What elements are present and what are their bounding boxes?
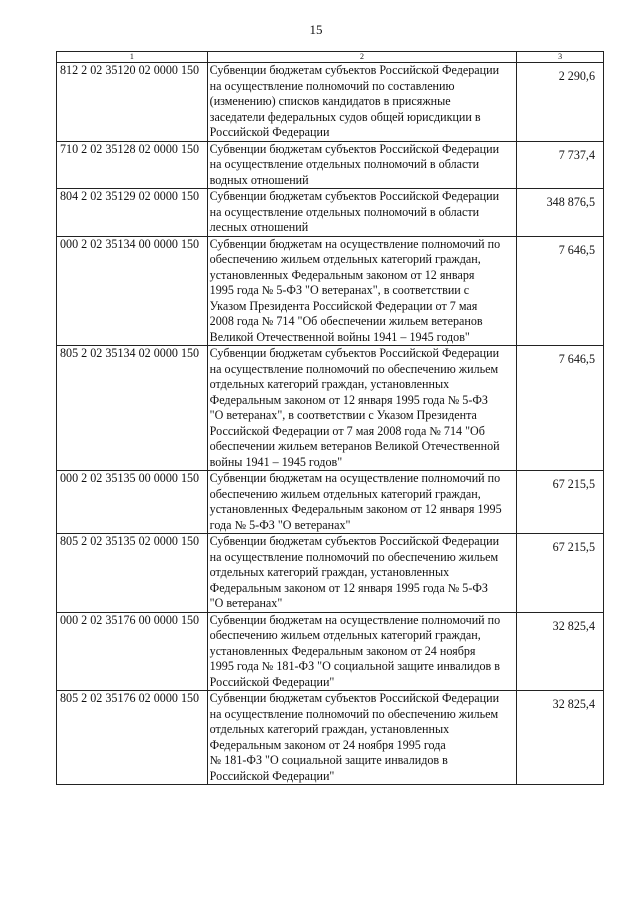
amount: 32 825,4 [517, 691, 604, 785]
revenue-name: Субвенции бюджетам на осуществление полномочий по обеспечению жильем отдельных категорий граждан, установленных Федеральным законом от 12 января 1995 года № 5-ФЗ "О ветеранах" [207, 471, 517, 534]
budget-code: 710 2 02 35128 02 0000 150 [57, 141, 208, 189]
table-row [57, 236, 604, 346]
budget-code: 812 2 02 35120 02 0000 150 [57, 63, 208, 142]
column-header-name: 2 [207, 52, 517, 63]
budget-code: 000 2 02 35176 00 0000 150 [57, 612, 208, 691]
table-row [57, 612, 604, 691]
amount: 7 646,5 [517, 346, 604, 471]
amount: 67 215,5 [517, 471, 604, 534]
amount: 67 215,5 [517, 534, 604, 613]
budget-code: 805 2 02 35134 02 0000 150 [57, 346, 208, 471]
amount: 7 646,5 [517, 236, 604, 346]
budget-code: 000 2 02 35135 00 0000 150 [57, 471, 208, 534]
amount: 32 825,4 [517, 612, 604, 691]
column-header-amount: 3 [517, 52, 604, 63]
revenue-name: Субвенции бюджетам субъектов Российской Федерации на осуществление полномочий по обеспечению жильем отдельных категорий граждан, установленных Федеральным законом от 24 ноября 1995 года № 181-ФЗ "О социальной защите инвалидов в Российской Федерации" [207, 691, 517, 785]
table-row [57, 471, 604, 534]
table-row [57, 141, 604, 189]
budget-code: 804 2 02 35129 02 0000 150 [57, 189, 208, 237]
page-number: 15 [309, 22, 323, 37]
table-row [57, 691, 604, 785]
budget-code: 805 2 02 35135 02 0000 150 [57, 534, 208, 613]
revenue-name: Субвенции бюджетам субъектов Российской Федерации на осуществление полномочий по обеспечению жильем отдельных категорий граждан, установленных Федеральным законом от 12 января 1995 года № 5-ФЗ "О ветеранах" [207, 534, 517, 613]
table-row [57, 189, 604, 237]
table-row [57, 346, 604, 471]
revenue-name: Субвенции бюджетам субъектов Российской Федерации на осуществление отдельных полномочий в области лесных отношений [207, 189, 517, 237]
revenue-name: Субвенции бюджетам субъектов Российской Федерации на осуществление полномочий по обеспечению жильем отдельных категорий граждан, установленных Федеральным законом от 12 января 1995 года № 5-ФЗ "О ветеранах", в соответствии с Указом Президента Российской Федерации от 7 мая 2008 года № 714 "Об обеспечении жильем ветеранов Великой Отечественной войны 1941 – 1945 годов" [207, 346, 517, 471]
column-header-code: 1 [57, 52, 208, 63]
amount: 2 290,6 [517, 63, 604, 142]
amount: 348 876,5 [517, 189, 604, 237]
budget-code: 805 2 02 35176 02 0000 150 [57, 691, 208, 785]
revenue-name: Субвенции бюджетам субъектов Российской Федерации на осуществление полномочий по составлению (изменению) списков кандидатов в присяжные заседатели федеральных судов общей юрисдикции в Российской Федерации [207, 63, 517, 142]
revenue-name: Субвенции бюджетам на осуществление полномочий по обеспечению жильем отдельных категорий граждан, установленных Федеральным законом от 24 ноября 1995 года № 181-ФЗ "О социальной защите инвалидов в Российской Федерации" [207, 612, 517, 691]
table-row [57, 63, 604, 142]
header-row [57, 52, 604, 63]
amount: 7 737,4 [517, 141, 604, 189]
table-row [57, 534, 604, 613]
budget-code: 000 2 02 35134 00 0000 150 [57, 236, 208, 346]
revenue-name: Субвенции бюджетам субъектов Российской Федерации на осуществление отдельных полномочий в области водных отношений [207, 141, 517, 189]
revenue-name: Субвенции бюджетам на осуществление полномочий по обеспечению жильем отдельных категорий граждан, установленных Федеральным законом от 12 января 1995 года № 5-ФЗ "О ветеранах", в соответствии с Указом Президента Российской Федерации от 7 мая 2008 года № 714 "Об обеспечении жильем ветеранов Великой Отечественной войны 1941 – 1945 годов" [207, 236, 517, 346]
budget-table [56, 51, 604, 785]
